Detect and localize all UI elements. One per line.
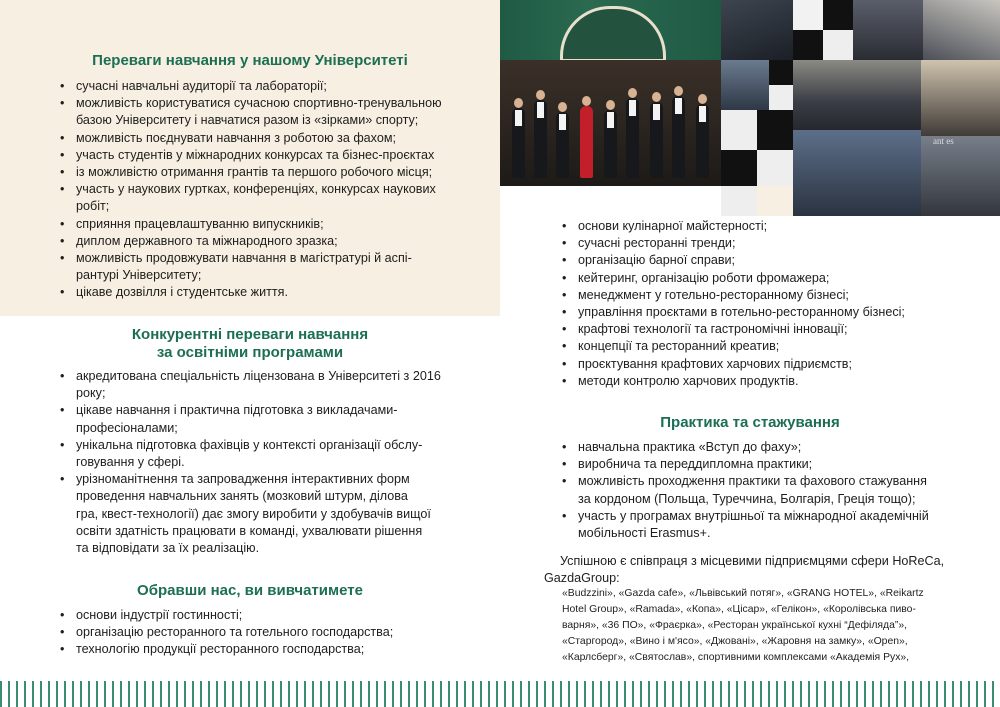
list-item: за кордоном (Польща, Туреччина, Болгарія, Греція тощо);	[578, 491, 916, 506]
list-item: говування у сфері.	[76, 455, 185, 470]
list-item: • організацію ресторанного та готельного господарства;	[58, 624, 478, 641]
decorative-stripe-border	[0, 681, 1000, 707]
collage-caption-fragment: ant es	[933, 136, 954, 146]
list-item: • технологію продукції ресторанного господарства;	[58, 641, 478, 658]
list-item: гра, квест-технології) дає змогу виробити у здобувачів вищої	[76, 506, 431, 521]
partners-list-line: «Карлсберг», «Святослав», спортивними комплексами «Академія Рух»,	[562, 652, 910, 663]
list-item: рантурі Університету;	[76, 268, 202, 283]
partners-list-line: варня», «36 ПО», «Фраєрка», «Ресторан української кухні “Дефіляда”»,	[562, 620, 907, 631]
list-item: • можливість поєднувати навчання з роботою за фахом;	[58, 130, 478, 147]
list-item: • менеджмент у готельно-ресторанному бізнесі;	[560, 287, 980, 304]
partners-list-line: «Budzzini», «Gazda cafe», «Львівський потяг», «GRANG HOTEL», «Reikartz	[562, 588, 924, 599]
list-item: • проєктування крафтових харчових підриємств;	[560, 356, 980, 373]
list-item: • сучасні ресторанні тренди;	[560, 235, 980, 252]
advantages-list	[58, 78, 478, 302]
section-advantages	[0, 52, 500, 70]
practice-list	[560, 439, 980, 542]
partners-list	[562, 586, 982, 666]
list-item: • можливість користуватися сучасною спортивно-тренувальною	[58, 95, 478, 112]
list-item: мобільності Erasmus+.	[578, 526, 711, 541]
section-competitive-title-line1: Конкурентні переваги навчання	[131, 326, 369, 343]
study-list-continued	[560, 218, 980, 390]
list-item: професіоналами;	[76, 420, 178, 435]
event-collage	[721, 0, 1000, 216]
list-item: • можливість проходження практики та фахового стажування	[560, 473, 980, 490]
section-practice-title: Практика та стажування	[660, 414, 840, 431]
list-item: • сприяння працевлаштуванню випускників;	[58, 216, 478, 233]
partners-intro-line1: Успішною є співпраця з місцевими підприємцями сфери HoReCa,	[560, 554, 945, 568]
list-item: • урізноманітнення та запровадження інтерактивних форм	[58, 471, 478, 488]
section-competitive-title-line2: за освітніми програмами	[156, 344, 344, 361]
list-item: та відповідати за їх реалізацію.	[76, 541, 260, 556]
section-advantages-title: Переваги навчання у нашому Університеті	[92, 52, 408, 69]
section-study	[0, 582, 500, 600]
list-item: • кейтеринг, організацію роботи фромажера;	[560, 270, 980, 287]
list-item: • можливість продовжувати навчання в магістратурі й аспі-	[58, 250, 478, 267]
section-study-title: Обравши нас, ви вивчатимете	[137, 582, 363, 599]
partners-list-line: «Старгород», «Вино і м'ясо», «Джовані», «Жаровня на замку», «Open»,	[562, 636, 908, 647]
section-practice	[500, 414, 1000, 432]
list-item: • сучасні навчальні аудиторії та лабораторії;	[58, 78, 478, 95]
list-item: • цікаве навчання і практична підготовка з викладачами-	[58, 402, 478, 419]
list-item: проведення навчальних занять (мозковий штурм, ділова	[76, 489, 408, 504]
list-item: • участь студентів у міжнародних конкурсах та бізнес-проєктах	[58, 147, 478, 164]
list-item: освіти здатність працювати в команді, ухвалювати рішення	[76, 523, 423, 538]
list-item: • основи індустрії гостинності;	[58, 607, 478, 624]
list-item: • акредитована спеціальність ліцензована в Університеті з 2016	[58, 368, 478, 385]
list-item: • участь у наукових гуртках, конференціях, конкурсах наукових	[58, 181, 478, 198]
list-item: року;	[76, 386, 106, 401]
partners-intro-line2: GazdaGroup:	[544, 571, 620, 585]
list-item: • організацію барної справи;	[560, 252, 980, 269]
list-item: • цікаве дозвілля і студентське життя.	[58, 284, 478, 301]
partners-list-line: Hotel Group», «Ramada», «Копа», «Ціcap», «Гелікон», «Королівська пиво-	[562, 604, 916, 615]
list-item: • участь у програмах внутрішньої та міжнародної академічній	[560, 508, 980, 525]
list-item: • основи кулінарної майстерності;	[560, 218, 980, 235]
list-item: • унікальна підготовка фахівців у контексті організації обслу-	[58, 437, 478, 454]
list-item: • із можливістю отримання грантів та першого робочого місця;	[58, 164, 478, 181]
list-item: • концепції та ресторанний креатив;	[560, 338, 980, 355]
list-item: робіт;	[76, 199, 110, 214]
list-item: • виробнича та переддипломна практики;	[560, 456, 980, 473]
competitive-list	[58, 368, 478, 557]
list-item: • диплом державного та міжнародного зразка;	[58, 233, 478, 250]
list-item: • методи контролю харчових продуктів.	[560, 373, 980, 390]
list-item: • крафтові технології та гастрономічні інновації;	[560, 321, 980, 338]
section-competitive	[0, 326, 500, 362]
list-item: • управління проєктами в готельно-ресторанному бізнесі;	[560, 304, 980, 321]
study-list	[58, 607, 478, 659]
list-item: • навчальна практика «Вступ до фаху»;	[560, 439, 980, 456]
list-item: базою Університету і навчатися разом із «зірками» спорту;	[76, 113, 419, 128]
group-photo	[500, 0, 721, 186]
